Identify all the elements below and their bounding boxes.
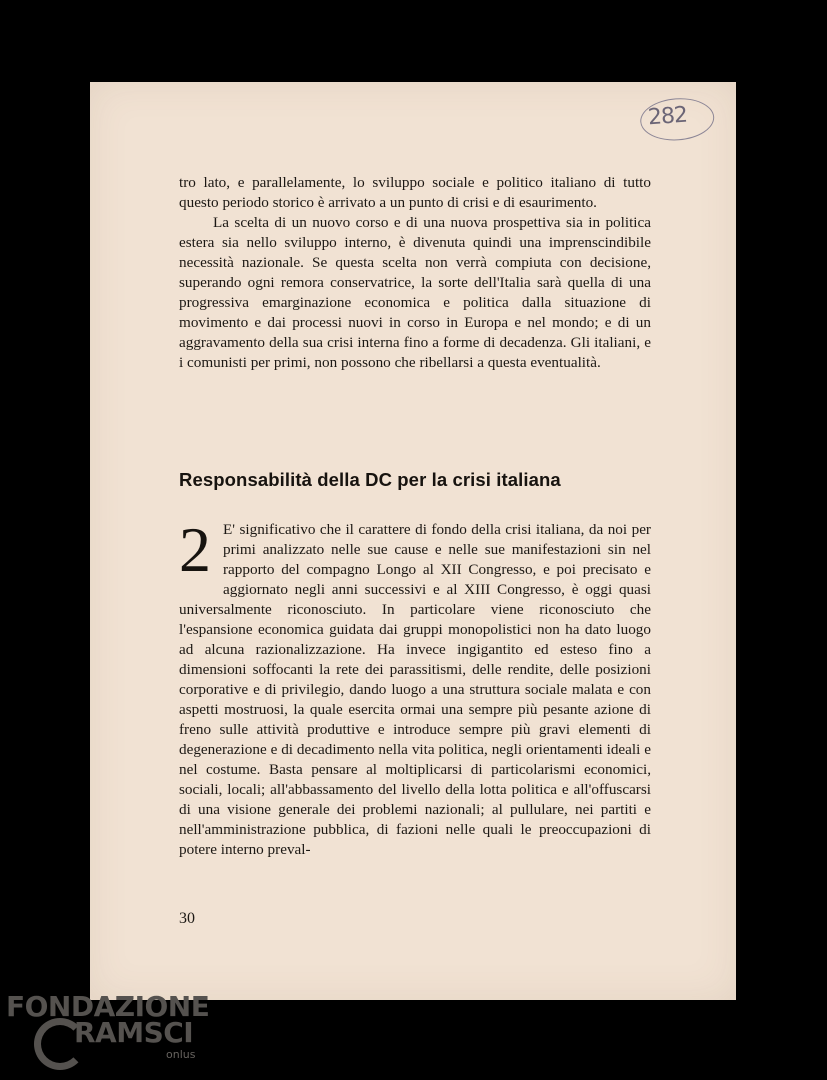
paragraph: La scelta di un nuovo corso e di una nuova prospettiva sia in politica estera sia nello sviluppo interno, è divenuta quindi una imprenscindibile necessità nazionale. Se questa scelta non verrà compiuta con decisione, superando ogni remora conservatrice, la sorte dell'Italia sarà quella di una progressiva emarginazione economica e politica dalla situazione di movimento e dai processi nuovi in corso in Europa e nel mondo; e di un aggravamento della sua crisi interna fino a forme di decadenza. Gli italiani, e i comunisti per primi, non possono che ribellarsi a questa eventualità. <box>179 214 651 371</box>
paragraph-continuation: tro lato, e parallelamente, lo sviluppo sociale e politico italiano di tutto questo periodo storico è arrivato a un punto di crisi e di esaurimento. <box>179 174 651 211</box>
section-number-dropcap: 2 <box>179 514 211 585</box>
body-text-section <box>179 514 651 860</box>
fondazione-gramsci-logo <box>6 988 210 1068</box>
body-text-top <box>179 173 651 373</box>
section-heading: Responsabilità della DC per la crisi italiana <box>179 469 561 490</box>
page-number: 30 <box>179 910 195 927</box>
logo-line-1: FONDAZIONE <box>6 990 210 1023</box>
logo-line-2: RAMSCI <box>74 1016 194 1049</box>
logo-line-3: onlus <box>166 1048 196 1061</box>
archive-number-annotation: 282 <box>647 102 688 131</box>
section-paragraph: E' significativo che il carattere di fondo della crisi italiana, da noi per primi analizzato nelle sue cause e nelle sue manifestazioni sin nel rapporto del compagno Longo al XII Congresso, e poi precisato e aggiornato negli anni successivi e al XIII Congresso, è oggi quasi universalmente riconosciuto. In particolare viene riconosciuto che l'espansione economica guidata dai gruppi monopolistici non ha dato luogo ad alcuna razionalizzazione. Ha invece ingigantito ed esteso fino a dimensioni soffocanti la rete dei parassitismi, delle rendite, delle posizioni corporative e di privilegio, dando luogo a una struttura sociale malata e con aspetti mostruosi, la quale esercita ormai una sempre più pesante azione di freno sulle attività produttive e introduce sempre più gravi elementi di degenerazione e di decadimento nella vita politica, negli orientamenti ideali e nel costume. Basta pensare al moltiplicarsi di particolarismi economici, sociali, locali; all'abbassamento del livello della lotta politica e all'offuscarsi di una visione generale dei problemi nazionali; al pullulare, nei partiti e nell'amministrazione pubblica, di fazioni nelle quali le preoccupazioni di potere interno preval- <box>179 521 651 858</box>
